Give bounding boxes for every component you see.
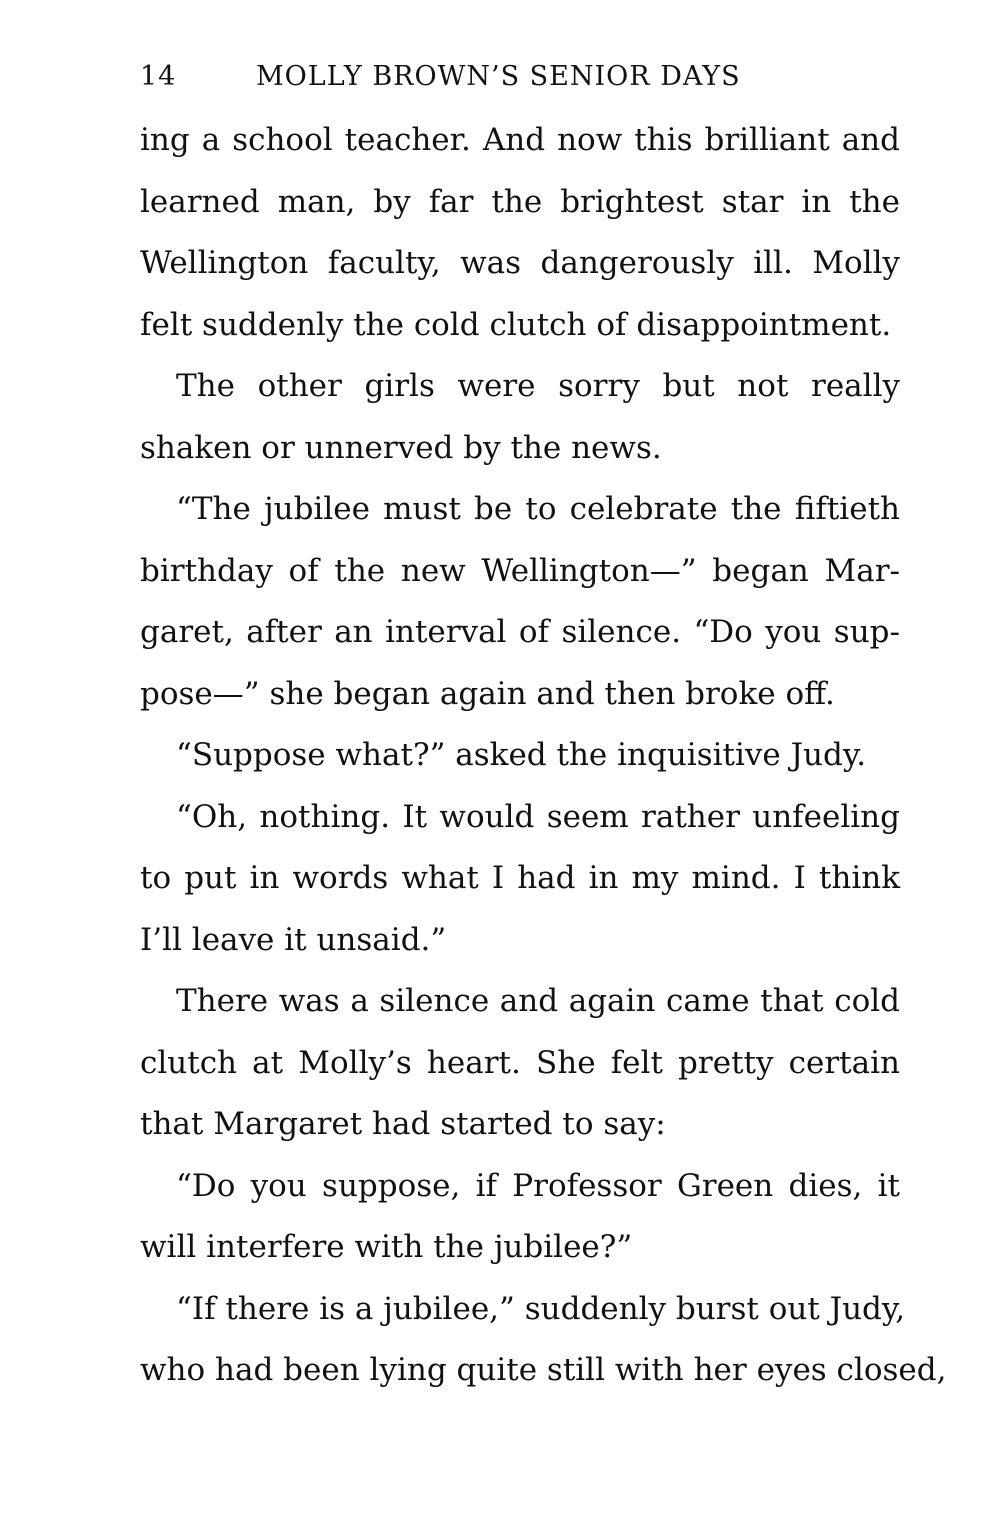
text-line: ing a school teacher. And now this brilliant and xyxy=(140,122,900,158)
text-line: I’ll leave it unsaid.” xyxy=(140,921,447,958)
text-line: pose—” she began again and then broke off. xyxy=(140,675,835,712)
text-line: learned man, by far the brightest star in the xyxy=(140,183,900,220)
text-line: garet, after an interval of silence. “Do you sup- xyxy=(140,614,900,650)
text-line: “Oh, nothing. It would seem rather unfeeling xyxy=(176,798,900,835)
text-line: The other girls were sorry but not really xyxy=(176,368,900,404)
book-title: MOLLY BROWN’S SENIOR DAYS xyxy=(256,61,741,92)
text-line: who had been lying quite still with her eyes closed, xyxy=(140,1352,947,1388)
text-line: “Suppose what?” asked the inquisitive Judy. xyxy=(176,737,867,773)
text-line: There was a silence and again came that cold xyxy=(176,983,900,1019)
text-line: felt suddenly the cold clutch of disappointment. xyxy=(140,306,892,343)
page-number: 14 xyxy=(140,61,177,92)
text-line: “Do you suppose, if Professor Green dies, it xyxy=(176,1167,900,1204)
text-line: shaken or unnerved by the news. xyxy=(140,429,662,466)
text-line: birthday of the new Wellington—” began Mar- xyxy=(140,552,900,589)
running-head xyxy=(140,60,900,94)
text-line: will interfere with the jubilee?” xyxy=(140,1229,633,1265)
text-line: to put in words what I had in my mind. I think xyxy=(140,860,900,896)
text-line: “If there is a jubilee,” suddenly burst out Judy, xyxy=(176,1290,906,1327)
text-line: that Margaret had started to say: xyxy=(140,1106,666,1142)
text-line: Wellington faculty, was dangerously ill. Molly xyxy=(140,245,900,281)
text-line: clutch at Molly’s heart. She felt pretty certain xyxy=(140,1044,900,1081)
text-line: “The jubilee must be to celebrate the fiftieth xyxy=(176,491,900,527)
body-text xyxy=(140,110,947,1402)
